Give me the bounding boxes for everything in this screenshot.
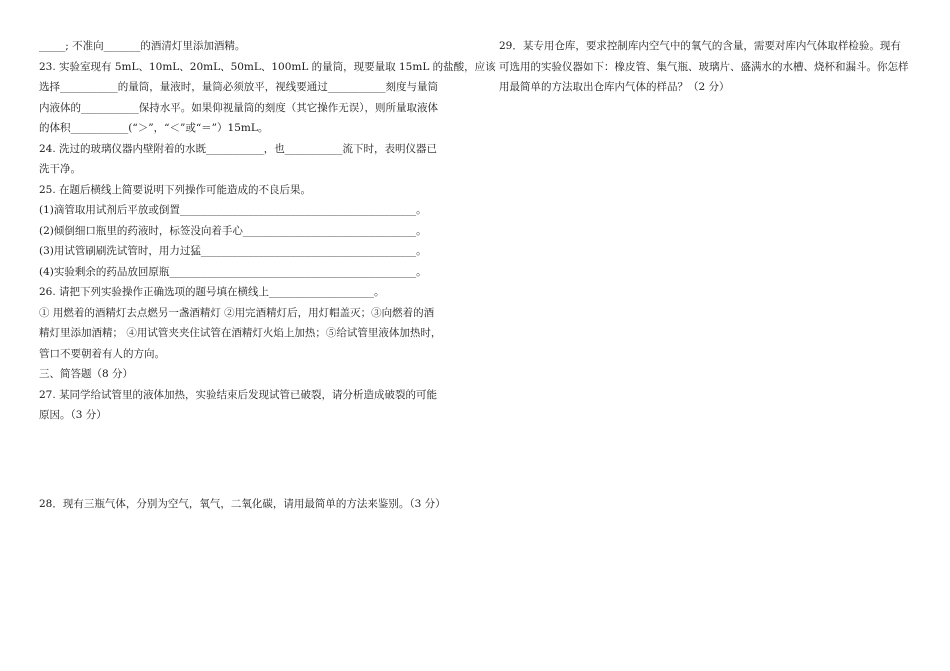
q26-options-line-2: 精灯里添加酒精； ④用试管夹夹住试管在酒精灯火焰上加热；⑤给试管里液体加热时，: [39, 327, 442, 339]
q23-line-3: 内液体的___________保持水平。如果仰视量筒的刻度（其它操作无误），则所量取液体: [39, 101, 438, 114]
q25-item-4: (4)实验剩余的药品放回原瓶_______________________________________________。: [39, 265, 427, 278]
q27-line-1: 27. 某同学给试管里的液体加热，实验结束后发现试管已破裂，请分析造成破裂的可能: [39, 388, 438, 401]
q26-options-line-3: 管口不要朝着有人的方向。: [39, 347, 165, 360]
q28-line: 28．现有三瓶气体，分别为空气，氧气，二氧化碳，请用最简单的方法来鉴别。（3 分）: [39, 497, 446, 510]
q24-line-1: 24. 洗过的玻璃仪器内壁附着的水既___________，也___________流下时，表明仪器已: [39, 142, 438, 155]
right-column: [499, 36, 914, 98]
q24-line-2: 洗干净。: [39, 163, 81, 175]
q23-line-1: 23. 实验室现有 5mL、10mL、20mL、50mL、100mL 的量筒，现要量取 15mL 的盐酸，应该: [39, 60, 496, 73]
q25-prompt: 25. 在题后横线上简要说明下列操作可能造成的不良后果。: [39, 183, 312, 196]
section-heading: 三、简答题（8 分）: [39, 368, 134, 380]
answer-space: [39, 426, 464, 494]
q29-line-1: 29．某专用仓库，要求控制库内空气中的氧气的含量，需要对库内气体取样检验。现有: [499, 40, 901, 52]
left-column: [39, 36, 496, 514]
q22-continuation: _____; 不准向_______的酒清灯里添加酒精。: [39, 40, 246, 52]
q25-item-3: (3)用试管刷刷洗试管时，用力过猛_________________________________________。: [39, 245, 427, 257]
q27-line-2: 原因。（3 分）: [39, 409, 107, 421]
q26-prompt: 26. 请把下列实验操作正确选项的题号填在横线上____________________。: [39, 286, 385, 298]
q25-item-2: (2)倾倒细口瓶里的药液时，标签没向着手心_________________________________。: [39, 224, 427, 237]
q25-item-1: (1)滴管取用试剂后平放或倒置_____________________________________________。: [39, 204, 427, 216]
q29-line-3: 用最简单的方法取出仓库内气体的样品？（2 分）: [499, 81, 730, 93]
q23-line-2: 选择___________的量筒，量液时，量筒必须放平，视线要通过___________刻度与量筒: [39, 81, 438, 93]
q29-line-2: 可选用的实验仪器如下：橡皮管、集气瓶、玻璃片、盛满水的水槽、烧杯和漏斗。你怎样: [499, 60, 909, 73]
q23-line-4: 的体积___________(“＞”，“＜”或“＝”）15mL。: [39, 122, 269, 134]
q26-options-line-1: ① 用燃着的酒精灯去点燃另一盏酒精灯 ②用完酒精灯后，用灯帽盖灭；③向燃着的酒: [39, 306, 435, 319]
